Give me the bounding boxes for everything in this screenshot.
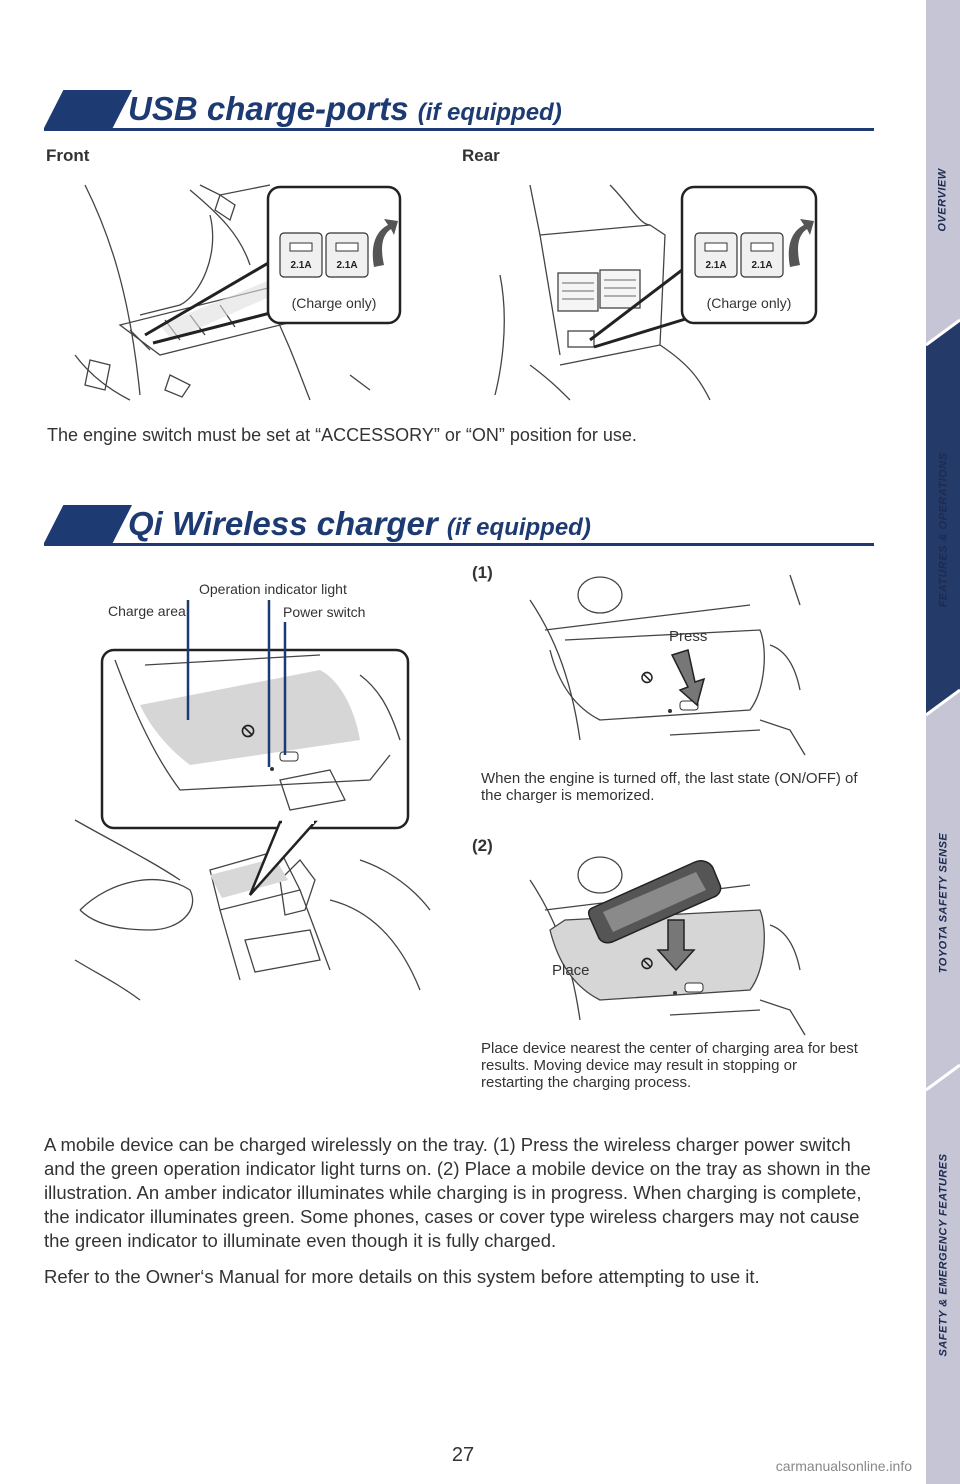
paragraph-1: A mobile device can be charged wirelessly on the tray. (1) Press the wireless charger power switch and the green operation indicator light turns on. (2) Place a mobile device on the tray as shown in the illustration. An amber indicator illuminates while charging is in progress. When charging is complete, the indicator illuminates green. Some phones, cases or cover type wireless chargers may not cause the green indicator to illuminate even though it is fully charged.	[44, 1134, 871, 1251]
step2-label: (2)	[472, 836, 493, 855]
tab-features-operations-label: FEATURES & OPERATIONS	[937, 452, 949, 608]
step2-note: Place device nearest the center of charging area for best results. Moving device may result in stopping or restarting the charging process.	[481, 1040, 858, 1091]
step2-illustration	[520, 850, 810, 1040]
usb-title-text: USB charge-ports	[128, 90, 409, 127]
header-rule	[44, 128, 874, 131]
header-rule	[44, 543, 874, 546]
page-number: 27	[451, 1444, 475, 1466]
callout-indicator-light: Operation indicator light	[199, 581, 347, 597]
qi-section-header	[44, 503, 874, 555]
tab-safety-emergency[interactable]	[926, 1090, 960, 1420]
side-tabs	[926, 0, 960, 1484]
step1-illustration	[520, 570, 810, 760]
callout-charge-area: Charge area	[108, 603, 186, 619]
rear-port-2-rating: 2.1A	[751, 260, 773, 271]
qi-title-suffix: (if equipped)	[446, 514, 591, 541]
rear-port-1-rating: 2.1A	[705, 260, 727, 271]
usb-title-suffix: (if equipped)	[417, 99, 562, 126]
front-port-1-rating: 2.1A	[290, 260, 312, 271]
press-label: Press	[669, 628, 708, 645]
front-charge-only: (Charge only)	[291, 295, 377, 311]
usb-note: The engine switch must be set at “ACCESSORY” or “ON” position for use.	[47, 425, 637, 445]
front-port-2-rating: 2.1A	[336, 260, 358, 271]
place-label: Place	[552, 962, 590, 979]
wireless-charging-icon: ⦸	[241, 717, 255, 741]
rear-label: Rear	[462, 146, 500, 165]
step1-label: (1)	[472, 563, 493, 582]
qi-section-title	[128, 505, 591, 543]
step1-note: When the engine is turned off, the last state (ON/OFF) of the charger is memorized.	[481, 770, 858, 804]
wireless-charging-icon: ⦸	[641, 952, 653, 973]
qi-description	[44, 1133, 874, 1289]
wireless-charging-icon: ⦸	[641, 666, 653, 687]
watermark: carmanualsonline.info	[775, 1458, 912, 1474]
header-accent	[44, 90, 132, 128]
rear-usb-illustration	[490, 175, 830, 405]
tab-overview-label: OVERVIEW	[937, 168, 950, 232]
tab-overview[interactable]	[926, 60, 960, 340]
tab-toyota-safety-sense[interactable]	[926, 715, 960, 1090]
qi-title-text: Qi Wireless charger	[128, 505, 438, 542]
rear-charge-only: (Charge only)	[706, 295, 792, 311]
press-arrow-icon	[672, 650, 704, 705]
callout-power-switch: Power switch	[283, 604, 366, 620]
paragraph-2: Refer to the Owner‘s Manual for more details on this system before attempting to use it.	[44, 1266, 760, 1287]
front-usb-illustration	[70, 175, 410, 405]
usb-section-header	[44, 88, 874, 140]
front-label: Front	[46, 146, 90, 165]
qi-main-illustration	[70, 580, 440, 1005]
header-accent	[44, 505, 132, 543]
usb-section-title	[128, 90, 562, 128]
tab-toyota-safety-sense-label: TOYOTA SAFETY SENSE	[937, 832, 950, 973]
tab-safety-emergency-label: SAFETY & EMERGENCY FEATURES	[937, 1153, 950, 1357]
tab-features-operations[interactable]	[926, 345, 960, 715]
